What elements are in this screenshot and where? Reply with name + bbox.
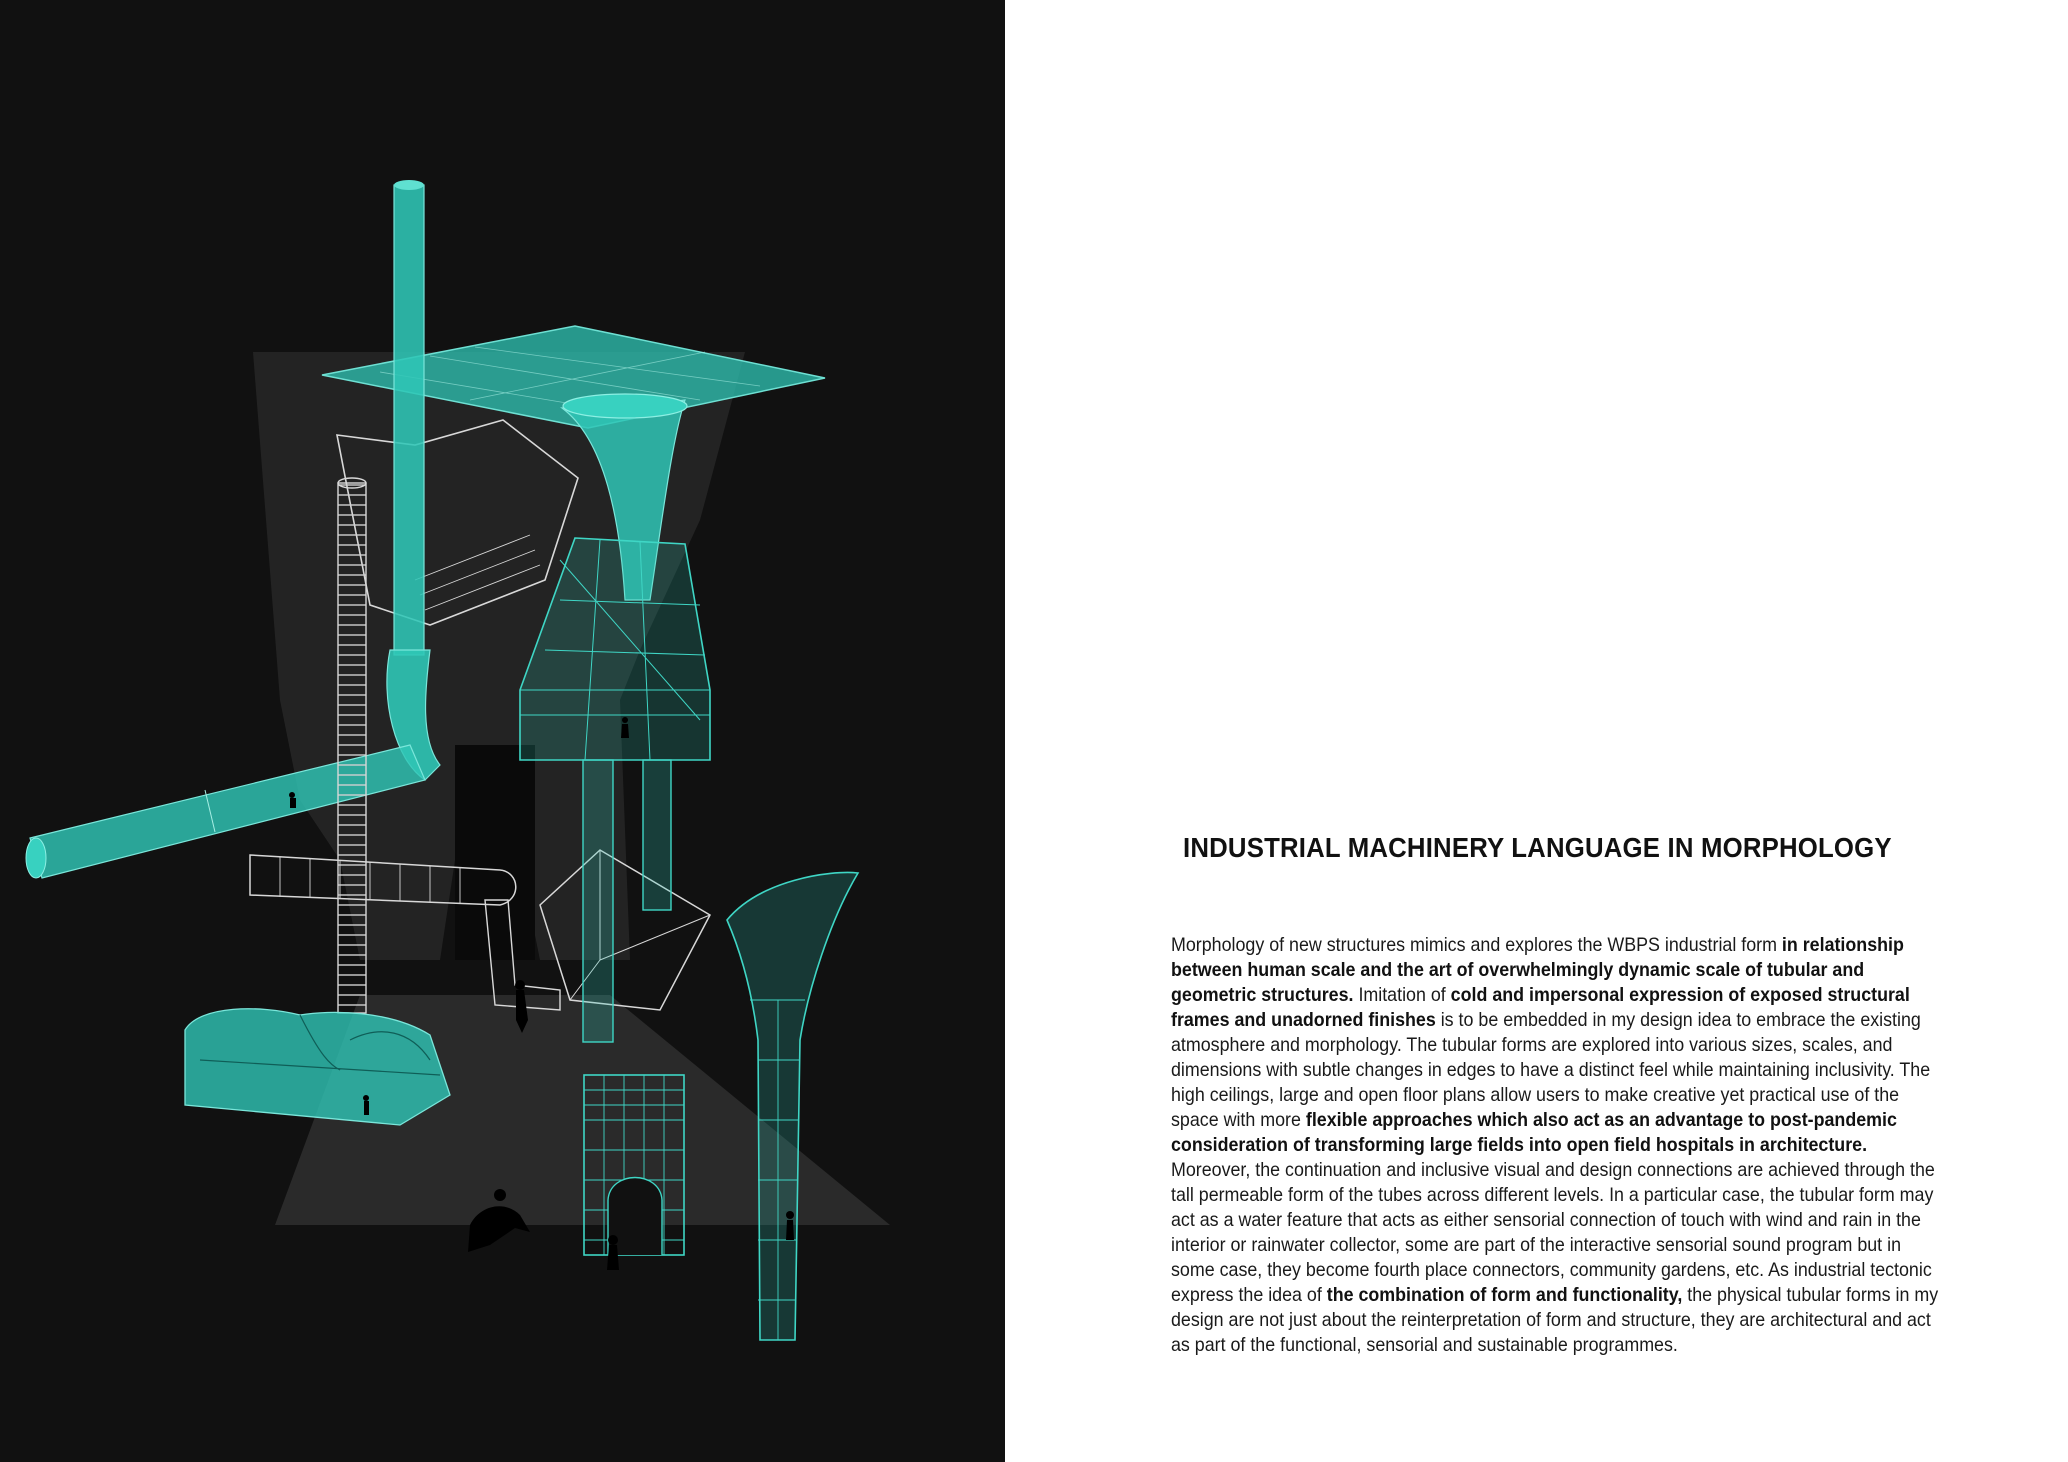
- background-doorway: [455, 745, 535, 960]
- body-text-run: the physical tubular forms in my design are not just about the reinterpretation of form and structure, they are architectural and act as part of the functional, sensorial and sustainable programmes.: [1171, 1285, 1939, 1356]
- body-text-run: Morphology of new structures mimics and explores the WBPS industrial form: [1171, 935, 1782, 956]
- body-text-run: Moreover, the continuation and inclusive visual and design connections are achieved through the tall permeable form of the tubes across different levels. In a particular case, the tubular form may act as a water feature that acts as either sensorial connection of touch with wind and rain in the interior or rainwater collector, some are part of the interactive sensorial sound program but in some case, they become fourth place connectors, community gardens, etc. As industrial tectonic express the idea of: [1171, 1160, 1935, 1306]
- body-paragraph: [1171, 933, 1943, 1358]
- bell-tower-leg-left: [583, 760, 613, 1042]
- page-title: INDUSTRIAL MACHINERY LANGUAGE IN MORPHOLOGY: [1183, 832, 1892, 863]
- tall-trumpet-tower: [727, 873, 858, 1340]
- trumpet-mouth: [563, 394, 687, 418]
- illustration-panel: [0, 0, 1005, 1462]
- emphasis-text: flexible approaches which also act as an advantage to post-pandemic consideration of transforming large fields into open field hospitals in architecture.: [1171, 1110, 1897, 1156]
- bell-tower-leg-right: [643, 760, 671, 910]
- diagonal-pipe-end: [26, 838, 46, 878]
- ribbed-vertical-tube: [338, 483, 366, 1013]
- emphasis-text: in relationship between human scale and the art of overwhelmingly dynamic scale of tubular and geometric structures.: [1171, 935, 1904, 1006]
- emphasis-text: the combination of form and functionality,: [1326, 1285, 1683, 1306]
- emphasis-text: cold and impersonal expression of exposed structural frames and unadorned finishes: [1171, 985, 1910, 1031]
- body-text-run: Imitation of: [1353, 985, 1451, 1006]
- pipe-top-cap: [394, 180, 424, 190]
- tall-vertical-pipe: [394, 185, 424, 655]
- tubular-structures-illustration: [0, 0, 1005, 1462]
- body-text-run: is to be embedded in my design idea to embrace the existing atmosphere and morphology. The tubular forms are explored into various sizes, scales, and dimensions with subtle changes in edges to have a distinct feel while maintaining inclusivity. The high ceilings, large and open floor plans allow users to make creative yet practical use of the space with more: [1171, 1010, 1931, 1131]
- text-panel: [1005, 0, 2068, 1462]
